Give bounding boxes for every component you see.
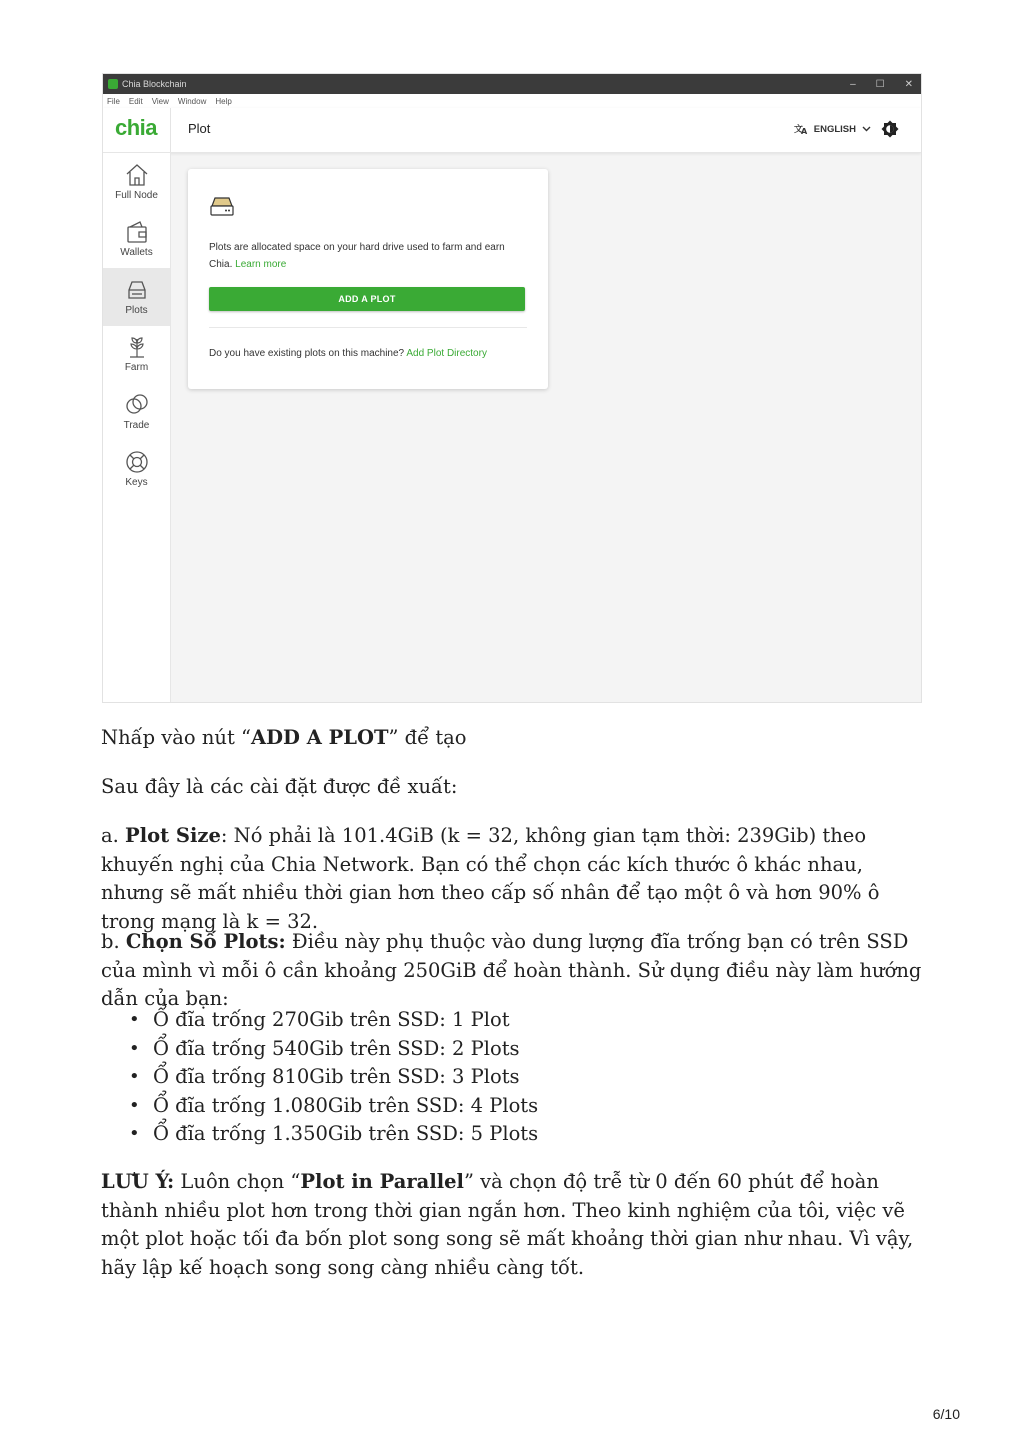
nav-item-trade[interactable] xyxy=(103,383,170,441)
paragraph-add-plot xyxy=(101,724,926,753)
bold-text: Chọn Số Plots: xyxy=(125,930,286,953)
menu-help[interactable]: Help xyxy=(215,96,232,106)
card-divider xyxy=(209,327,527,328)
bold-text: ADD A PLOT xyxy=(250,726,389,749)
bold-text: Plot in Parallel xyxy=(300,1170,464,1193)
nav-label: Trade xyxy=(123,419,150,431)
text: Nhấp vào nút “ xyxy=(101,726,251,749)
menu-edit[interactable]: Edit xyxy=(128,96,143,106)
window-titlebar xyxy=(103,74,921,94)
minimize-icon[interactable]: – xyxy=(850,78,856,90)
nav-item-plots[interactable] xyxy=(103,268,170,326)
text: ” và chọn độ trễ từ 0 đến 60 phút để hoàn thành nhiều plot hơn trong thời gian ngắn hơn. Theo kinh nghiệm của tôi, việc vẽ một plot hoặc tối đa bốn plot song song sẽ mất khoảng thời gian như nhau. Vì vậy, hãy lập kế hoạch song song càng nhiều càng tốt. xyxy=(101,1170,914,1279)
paragraph-plot-size xyxy=(101,822,926,936)
plot-card xyxy=(188,169,548,389)
svg-text:文: 文 xyxy=(793,125,803,135)
text: Điều này phụ thuộc vào dung lượng đĩa trống bạn có trên SSD của mình vì mỗi ô cần khoảng 250GiB để hoàn thành. Sử dụng điều này làm hướng dẫn của bạn: xyxy=(101,930,922,1010)
translate-icon xyxy=(794,123,808,135)
theme-toggle[interactable] xyxy=(881,120,899,138)
page-number: 6/10 xyxy=(932,1406,960,1422)
nav-label: Full Node xyxy=(115,189,158,201)
nav-item-keys[interactable] xyxy=(103,441,170,499)
existing-plots-text: Do you have existing plots on this machine? xyxy=(209,348,405,359)
nav-item-full-node[interactable] xyxy=(103,153,170,211)
add-plot-directory-link[interactable]: Add Plot Directory xyxy=(406,348,487,359)
menu-file[interactable]: File xyxy=(107,96,120,106)
keys-icon xyxy=(124,450,150,474)
text: ” để tạo xyxy=(388,726,467,749)
nav-item-farm[interactable] xyxy=(103,326,170,384)
sprout-icon xyxy=(124,335,150,359)
nav-label: Farm xyxy=(124,362,149,374)
learn-more-link[interactable]: Learn more xyxy=(235,259,287,270)
page-title: Plot xyxy=(188,121,211,136)
nav-item-wallets[interactable] xyxy=(103,211,170,269)
card-footer xyxy=(209,348,487,359)
nav-label: Keys xyxy=(125,477,148,489)
app-screenshot xyxy=(102,73,922,703)
bold-text: Plot Size xyxy=(125,824,221,847)
home-icon xyxy=(124,163,150,187)
chevron-down-icon xyxy=(862,126,871,132)
wallet-icon xyxy=(124,220,150,244)
app-icon xyxy=(108,79,118,89)
menu-window[interactable]: Window xyxy=(177,96,207,106)
note-label: LƯU Ý: xyxy=(101,1170,175,1193)
list-item: • Ổ đĩa trống 810Gib trên SSD: 3 Plots xyxy=(101,1063,926,1092)
card-description xyxy=(209,239,529,273)
hard-drive-icon xyxy=(209,196,235,218)
language-label: ENGLISH xyxy=(813,123,856,135)
app-header xyxy=(103,108,921,153)
paragraph-plot-count xyxy=(101,928,926,1014)
list-item: • Ổ đĩa trống 1.080Gib trên SSD: 4 Plots xyxy=(101,1092,926,1121)
menu-bar xyxy=(103,94,921,108)
text: b. xyxy=(101,930,126,953)
close-icon[interactable]: ✕ xyxy=(904,78,913,90)
window-controls xyxy=(850,74,913,94)
trade-icon xyxy=(124,393,150,417)
nav-label: Plots xyxy=(125,304,148,316)
maximize-icon[interactable]: ☐ xyxy=(875,78,885,90)
add-plot-button[interactable]: ADD A PLOT xyxy=(209,287,525,311)
chia-logo: chia xyxy=(115,115,158,140)
drive-icon xyxy=(124,278,150,302)
menu-view[interactable]: View xyxy=(151,96,169,106)
svg-text:A: A xyxy=(800,127,807,135)
text: Luôn chọn “ xyxy=(174,1170,301,1193)
paragraph-note xyxy=(101,1168,926,1282)
window-title: Chia Blockchain xyxy=(122,79,187,89)
header-divider xyxy=(170,108,171,152)
text: a. xyxy=(101,824,126,847)
card-text: Plots are allocated space on your hard drive used to farm and earn Chia. xyxy=(209,242,505,270)
brightness-icon xyxy=(881,120,899,138)
language-selector[interactable] xyxy=(794,123,871,135)
list-item: • Ổ đĩa trống 1.350Gib trên SSD: 5 Plots xyxy=(101,1120,926,1149)
sidebar xyxy=(103,153,171,702)
nav-label: Wallets xyxy=(120,247,153,259)
list-item: • Ổ đĩa trống 270Gib trên SSD: 1 Plot xyxy=(101,1006,926,1035)
paragraph-settings-intro: Sau đây là các cài đặt được đề xuất: xyxy=(101,775,458,798)
text: : Nó phải là 101.4GiB (k = 32, không gian tạm thời: 239Gib) theo khuyến nghị của Chia Network. Bạn có thể chọn các kích thước ô khác nhau, nhưng sẽ mất nhiều thời gian hơn theo cấp số nhân để tạo một ô và hơn 90% ô trong mạng là k = 32. xyxy=(101,824,880,933)
plot-count-list xyxy=(101,1006,926,1149)
list-item: • Ổ đĩa trống 540Gib trên SSD: 2 Plots xyxy=(101,1035,926,1064)
